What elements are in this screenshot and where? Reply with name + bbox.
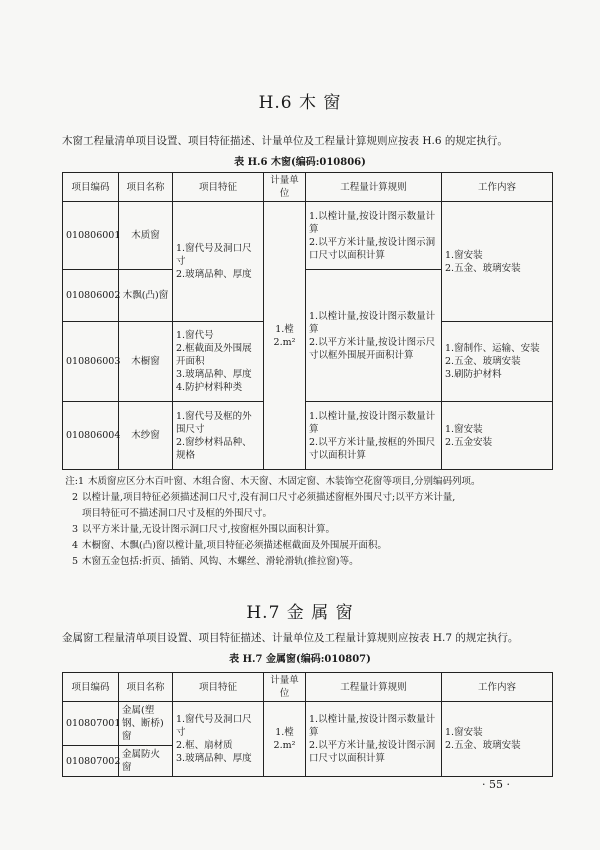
work-cell [442, 702, 553, 777]
header-cell: 项目特征 [173, 173, 264, 202]
rule-line: 2.以平方米计量,按设计图示尺寸以框外围展开面积计算 [309, 336, 436, 361]
work-line: 1.窗安装 [445, 727, 483, 738]
feature-line: 2.窗纱材料品种、规格 [176, 436, 252, 461]
unit-line: 1.樘 [275, 727, 294, 738]
feature-line: 1.窗代号及框的外围尺寸 [176, 410, 252, 435]
name-cell: 木纱窗 [119, 402, 173, 470]
work-line: 1.窗安装 [445, 423, 483, 435]
rule-cell [306, 202, 442, 270]
header-cell: 项目名称 [119, 673, 173, 702]
table-h6 [62, 172, 553, 470]
unit-line: 2.m² [273, 336, 296, 348]
note-item: 3 以平方米计量,无设计图示洞口尺寸,按窗框外围以面积计算。 [71, 524, 336, 535]
table-header-row [63, 673, 553, 702]
unit-line: 1.樘 [275, 323, 294, 335]
code-cell: 010807002 [63, 746, 119, 777]
header-cell: 工程量计算规则 [306, 673, 442, 702]
feature-line: 4.防护材料种类 [176, 382, 243, 393]
work-cell [442, 402, 553, 470]
rule-cell [306, 270, 442, 402]
note-item: 5 木窗五金包括:折页、插销、风钩、木螺丝、滑轮滑轨(推拉窗)等。 [71, 556, 359, 567]
feature-line: 1.窗代号及洞口尺寸 [176, 243, 252, 267]
feature-line: 2.框、扇材质 [176, 740, 233, 751]
rule-cell [306, 702, 442, 777]
feature-cell [173, 402, 264, 470]
feature-line: 2.框截面及外围展开面积 [176, 343, 252, 367]
unit-line: 2.m² [273, 740, 296, 751]
name-cell: 木飘(凸)窗 [119, 270, 173, 322]
feature-line: 1.窗代号 [176, 330, 214, 341]
header-cell: 项目编码 [63, 173, 119, 202]
feature-line: 3.玻璃品种、厚度 [176, 753, 252, 764]
table-row [63, 702, 553, 746]
intro-h7: 金属窗工程量清单项目设置、项目特征描述、计量单位及工程量计算规则应按表 H.7 的规定执行。 [62, 632, 519, 644]
header-cell: 计量单位 [264, 673, 306, 702]
work-line: 3.刷防护材料 [445, 369, 502, 380]
code-cell: 010807001 [63, 702, 119, 746]
header-cell: 工程量计算规则 [306, 173, 442, 202]
note-item: 4 木橱窗、木飘(凸)窗以樘计量,项目特征必须描述框截面及外围展开面积。 [71, 540, 387, 551]
work-line: 2.五金、玻璃安装 [445, 356, 521, 367]
feature-line: 2.玻璃品种、厚度 [176, 269, 252, 280]
work-line: 1.窗制作、运输、安装 [445, 343, 540, 354]
note-item: 2 以樘计量,项目特征必须描述洞口尺寸,没有洞口尺寸必须描述窗框外围尺寸;以平方米计量, [71, 492, 456, 503]
unit-cell [264, 202, 306, 470]
intro-h6: 木窗工程量清单项目设置、项目特征描述、计量单位及工程量计算规则应按表 H.6 的规定执行。 [62, 135, 508, 147]
work-line: 1.窗安装 [445, 249, 483, 261]
notes-h6 [62, 474, 552, 570]
feature-line: 3.玻璃品种、厚度 [176, 369, 252, 380]
section-title-h6: H.6 木 窗 [258, 93, 342, 113]
header-cell: 项目名称 [119, 173, 173, 202]
table-row [63, 202, 553, 270]
feature-cell [173, 322, 264, 402]
note-continuation: 项目特征可不描述洞口尺寸及框的外围尺寸。 [82, 508, 273, 519]
header-cell: 项目特征 [173, 673, 264, 702]
rule-line: 2.以平方米计量,按设计图示洞口尺寸以面积计算 [309, 740, 436, 764]
note-item: 注:1 木质窗应区分木百叶窗、木组合窗、木天窗、木固定窗、木装饰空花窗等项目,分别编码列项。 [65, 476, 481, 487]
header-cell: 计量单位 [264, 173, 306, 202]
rule-cell [306, 402, 442, 470]
unit-cell [264, 702, 306, 777]
work-line: 2.五金、玻璃安装 [445, 740, 521, 751]
name-cell: 木橱窗 [119, 322, 173, 402]
work-cell [442, 202, 553, 322]
table-row [63, 402, 553, 470]
name-cell: 金属(塑钢、断桥)窗 [119, 702, 173, 746]
rule-line: 2.以平方米计量,按设计图示洞口尺寸以面积计算 [309, 236, 436, 261]
rule-line: 1.以樘计量,按设计图示数量计算 [309, 310, 436, 335]
name-cell: 金属防火窗 [119, 746, 173, 777]
rule-line: 2.以平方米计量,按框的外围尺寸以面积计算 [309, 436, 436, 461]
header-cell: 工作内容 [442, 173, 553, 202]
rule-line: 1.以樘计量,按设计图示数量计算 [309, 410, 436, 435]
feature-cell [173, 202, 264, 322]
table-header-row [63, 173, 553, 202]
table-caption-h7: 表 H.7 金属窗(编码:010807) [229, 654, 371, 665]
work-cell [442, 322, 553, 402]
header-cell: 工作内容 [442, 673, 553, 702]
table-h7 [62, 672, 553, 777]
page-number: · 55 · [482, 778, 510, 791]
code-cell: 010806004 [63, 402, 119, 470]
work-line: 2.五金、玻璃安装 [445, 262, 521, 274]
rule-line: 1.以樘计量,按设计图示数量计算 [309, 714, 436, 738]
table-caption-h6: 表 H.6 木窗(编码:010806) [234, 157, 366, 168]
code-cell: 010806001 [63, 202, 119, 270]
name-cell: 木质窗 [119, 202, 173, 270]
rule-line: 1.以樘计量,按设计图示数量计算 [309, 210, 436, 235]
header-cell: 项目编码 [63, 673, 119, 702]
work-line: 2.五金安装 [445, 436, 493, 448]
code-cell: 010806002 [63, 270, 119, 322]
feature-line: 1.窗代号及洞口尺寸 [176, 714, 252, 738]
feature-cell [173, 702, 264, 777]
section-title-h7: H.7 金 属 窗 [246, 603, 354, 623]
code-cell: 010806003 [63, 322, 119, 402]
